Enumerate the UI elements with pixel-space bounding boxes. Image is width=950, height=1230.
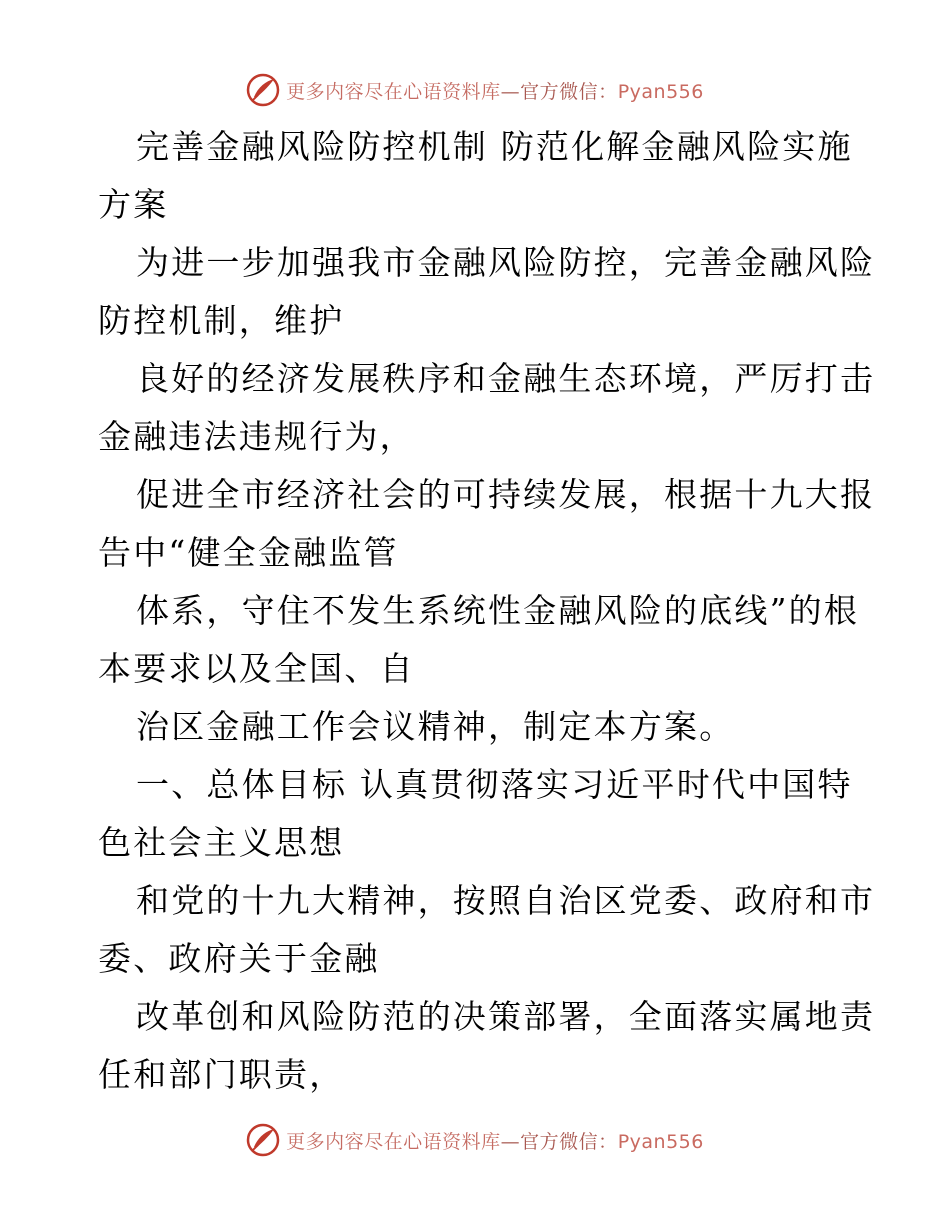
- title-line-2: 方案: [98, 185, 169, 224]
- paragraph-line: 告中“健全金融监管: [98, 533, 399, 572]
- footer-watermark: [0, 1120, 950, 1160]
- paragraph-line: 为进一步加强我市金融风险防控，完善金融风险: [136, 243, 876, 282]
- paragraph-line: 改革创和风险防范的决策部署，全面落实属地责: [136, 997, 876, 1036]
- document-body: [98, 118, 876, 1104]
- quill-logo-icon: [246, 1123, 280, 1157]
- paragraph-line: 任和部门职责，: [98, 1055, 345, 1094]
- paragraph-line: 和党的十九大精神，按照自治区党委、政府和市: [136, 881, 876, 920]
- paragraph-line: 委、政府关于金融: [98, 939, 380, 978]
- paragraph-line: 治区金融工作会议精神，制定本方案。: [136, 707, 735, 746]
- title-line-1: 完善金融风险防控机制 防范化解金融风险实施: [136, 127, 853, 166]
- header-watermark: [0, 70, 950, 110]
- quill-logo-icon: [246, 73, 280, 107]
- paragraph-line: 防控机制，维护: [98, 301, 345, 340]
- section-heading-line: 一、总体目标 认真贯彻落实习近平时代中国特: [136, 765, 853, 804]
- watermark-text: 更多内容尽在心语资料库—官方微信：Pyan556: [286, 1130, 704, 1153]
- paragraph-line: 良好的经济发展秩序和金融生态环境，严厉打击: [136, 359, 876, 398]
- paragraph-line: 色社会主义思想: [98, 823, 345, 862]
- watermark-text: 更多内容尽在心语资料库—官方微信：Pyan556: [286, 80, 704, 103]
- paragraph-line: 体系，守住不发生系统性金融风险的底线”的根: [136, 591, 860, 630]
- paragraph-line: 促进全市经济社会的可持续发展，根据十九大报: [136, 475, 876, 514]
- paragraph-line: 本要求以及全国、自: [98, 649, 415, 688]
- paragraph-line: 金融违法违规行为，: [98, 417, 415, 456]
